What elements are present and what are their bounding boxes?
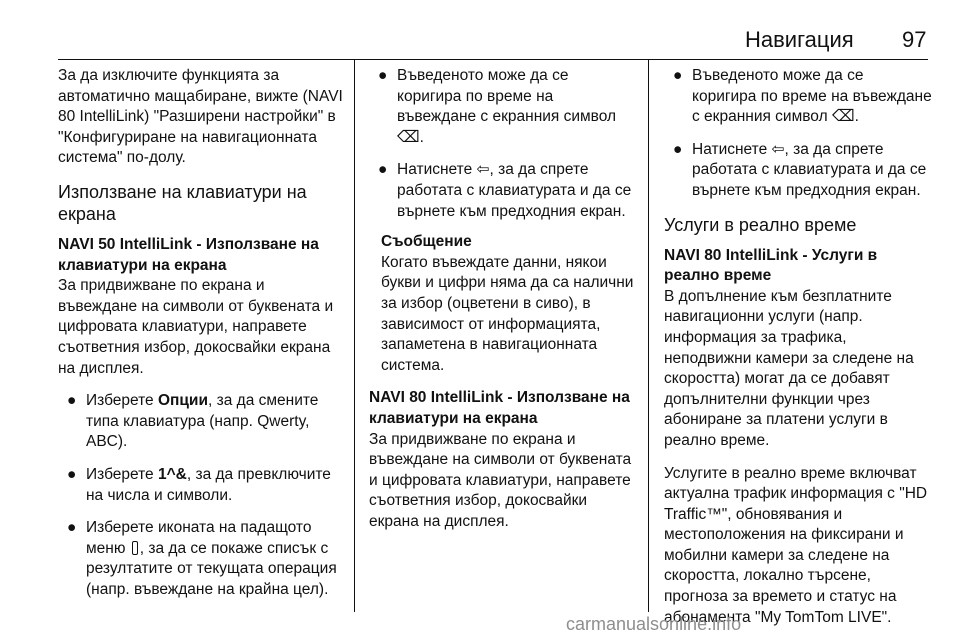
body-paragraph: За придвижване по екрана и въвеждане на символи от буквената и цифровата клавиатури, направете съответния избор, докосвайки екрана на дисплея. bbox=[58, 277, 334, 377]
section-heading: Използване на клавиатури на екрана bbox=[58, 181, 307, 224]
list-item: ● Въведеното може да се коригира по време на въвеждане с екранния символ ⌫. bbox=[378, 67, 617, 146]
note-title: Съобщение bbox=[381, 233, 472, 251]
bullet-icon: ● bbox=[67, 465, 77, 483]
note-text: Когато въвеждате данни, някои букви и цифри няма да са налични за избор (оцветени в сиво), в зависимост от информацията, запаметена в навигационната система. bbox=[381, 253, 634, 374]
page-header bbox=[0, 0, 960, 60]
backspace-icon: ⌫ bbox=[831, 108, 855, 126]
back-arrow-icon: ⇦ bbox=[476, 161, 490, 179]
body-paragraph: В допълнение към безплатните навигационни услуги (напр. информация за трафика, неподвижни камери за следене на скоростта) могат да се добавят допълнителни функции чрез абониране за платени услуги в реално време. bbox=[664, 287, 914, 449]
bullet-icon: ● bbox=[67, 392, 77, 410]
list-item: ● Натиснете ⇦, за да спрете работата с клавиатурата и да се върнете към предходния екран. bbox=[673, 140, 927, 199]
column-3 bbox=[664, 66, 932, 628]
column-2 bbox=[369, 66, 636, 532]
bullet-icon: ● bbox=[673, 67, 683, 84]
bullet-icon: ● bbox=[378, 161, 388, 179]
bullet-icon: ● bbox=[67, 519, 77, 537]
bullet-icon: ● bbox=[378, 67, 388, 84]
list-item: ● Изберете 1^&, за да превключите на числа и символи. bbox=[67, 465, 331, 504]
note-box bbox=[369, 232, 636, 376]
body-paragraph: За придвижване по екрана и въвеждане на символи от буквената и цифровата клавиатури, направете съответния избор, докосвайки екрана на дисплея. bbox=[369, 430, 632, 530]
page-number: 97 bbox=[902, 27, 927, 52]
intro-paragraph: За да изключите функцията за автоматично мащабиране, вижте (NAVI 80 IntelliLink) "Разширени настройки" в "Конфигуриране на навигационната система" по-долу. bbox=[58, 67, 343, 167]
list-item: ● Въведеното може да се коригира по време на въвеждане с екранния символ ⌫. bbox=[673, 67, 932, 126]
back-arrow-icon: ⇦ bbox=[771, 140, 785, 158]
subsection-heading: NAVI 50 IntelliLink - Използване на клавиатури на екрана bbox=[58, 235, 319, 274]
options-label: Опции bbox=[157, 392, 208, 410]
symbols-label: 1^& bbox=[157, 465, 187, 483]
bullet-list bbox=[58, 391, 345, 600]
watermark: carmanualsonline.info bbox=[566, 614, 742, 634]
header-rule bbox=[58, 59, 928, 60]
column-1 bbox=[58, 66, 345, 600]
section-heading: Услуги в реално време bbox=[664, 214, 857, 235]
bullet-list bbox=[369, 66, 636, 222]
bullet-list bbox=[664, 66, 932, 202]
list-item: ● Изберете Опции, за да смените типа клавиатура (напр. Qwerty, ABC). bbox=[67, 392, 319, 451]
column-divider-2 bbox=[648, 60, 649, 612]
page-title: Навигация bbox=[745, 27, 854, 52]
backspace-icon: ⌫ bbox=[397, 128, 420, 146]
list-item: ● Натиснете ⇦, за да спрете работата с клавиатурата и да се върнете към предходния екран. bbox=[378, 161, 632, 220]
bullet-icon: ● bbox=[673, 140, 683, 158]
subsection-heading: NAVI 80 IntelliLink - Услуги в реално време bbox=[664, 246, 878, 285]
dropdown-list-icon bbox=[132, 541, 138, 555]
list-item: ● Изберете иконата на падащото меню , за да се покаже списък с резултатите от текущата операция (напр. въвеждане на крайна цел). bbox=[67, 519, 337, 598]
body-paragraph: Услугите в реално време включват актуална трафик информация с "HD Traffic™", обновявания и местоположения на фиксирани и мобилни камери за следене на скоростта, локално търсене, прогноза за времето и статус на абонамента "My TomTom LIVE". bbox=[664, 464, 928, 626]
subsection-heading: NAVI 80 IntelliLink - Използване на клавиатури на екрана bbox=[369, 389, 630, 427]
column-divider-1 bbox=[354, 60, 355, 612]
